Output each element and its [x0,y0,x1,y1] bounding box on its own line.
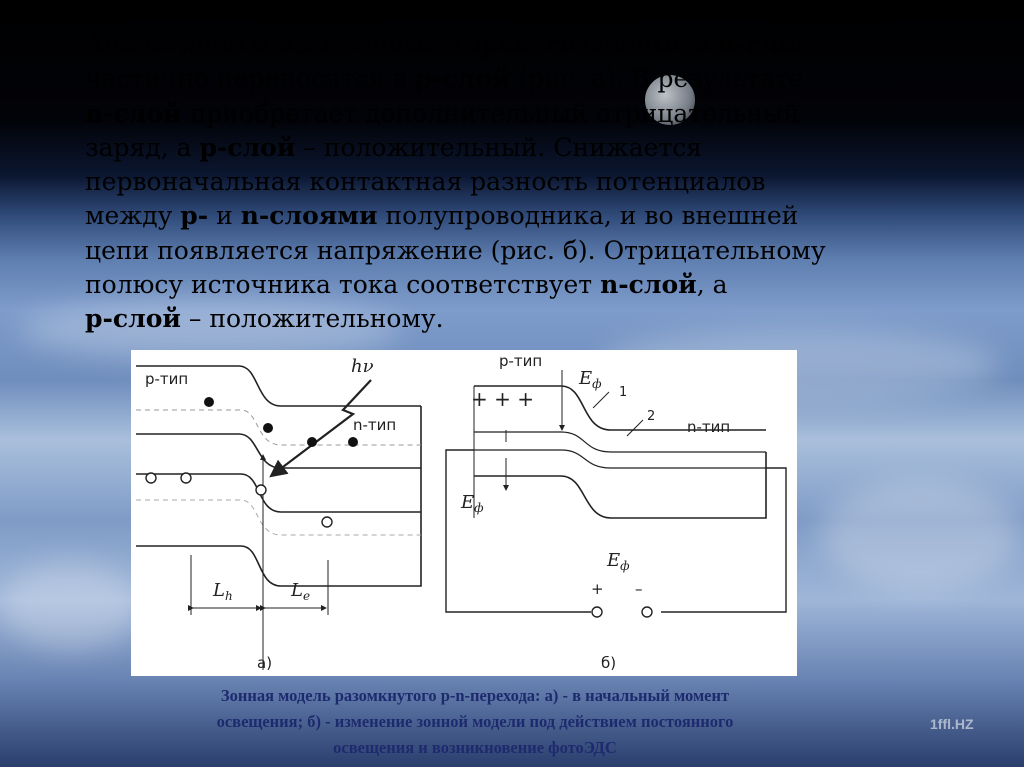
le-label: $L_e$ [291,580,311,603]
text-run: заряд, а [85,132,200,162]
e-phi-lower: $E_ф$ [461,492,484,515]
hole-circle [181,473,191,483]
paragraph-line [85,199,965,233]
p-type-label-b: р-тип [499,352,543,370]
photon-label: hν [351,356,374,377]
n-type-label-a: n-тип [353,416,397,434]
bold-term: р-слой [85,304,181,334]
paragraph-line [85,165,965,199]
band-diagram-svg [131,350,797,676]
watermark-logo: 1ffl.HZ [930,716,974,732]
text-run: – положительному. [180,304,444,334]
figure-caption [80,683,870,761]
terminal-plus [592,607,602,617]
cloud-decoration [0,560,140,650]
e-phi-source: $E_ф$ [607,550,630,573]
n-type-label-b: n-тип [687,418,731,436]
valence-band-upper-edge [136,474,421,512]
text-run: – положительный. Снижается [295,132,703,162]
text-run: приобретает дополнительный отрицательный [181,98,800,128]
main-paragraph [85,28,965,337]
electron-dot [204,397,214,407]
electron-dot [263,423,273,433]
p-type-label-a: р-тип [145,370,189,388]
paragraph-line [85,62,965,96]
hole-circle [256,485,266,495]
curve-1-label: 1 [619,385,628,400]
text-run: Аналогично и избыточные дырки, созданные в [85,30,718,59]
bold-term: n-слое [717,30,812,59]
bold-term: р- [180,201,209,231]
text-run: полупроводника, и во внешней [377,201,799,231]
text-run: частично переносятся в [85,64,415,94]
minus-terminal-label: – [635,580,643,598]
conduction-band-lower-edge [136,434,421,468]
charges-label: + + + [471,387,534,411]
figure-b-label: б) [601,654,617,672]
text-run: , а [696,270,728,300]
electrons [204,397,358,447]
terminal-minus [642,607,652,617]
text-run: полюсу источника тока соответствует [85,270,601,300]
cloud-decoration [820,480,1020,590]
paragraph-line [85,28,965,62]
caption-line: Зонная модель разомкнутого p-n-перехода: а) - в начальный момент [220,686,730,705]
paragraph-line [85,302,965,336]
bold-term: р-слой [199,132,296,162]
text-run: первоначальная контактная разность потенциалов [85,167,766,197]
curve-2-label: 2 [647,409,656,424]
band-diagram-figure [131,350,797,676]
band-b-lower [474,452,766,518]
paragraph-line [85,131,965,165]
bold-term: n-слоями [240,201,378,231]
caption-line: освещения; б) - изменение зонной модели под действием постоянного [216,712,734,731]
lh-label: $L_h$ [213,580,233,603]
hole-circle [322,517,332,527]
text-run: , [811,30,820,59]
e-phi-upper: $E_ф$ [579,368,602,391]
text-run: между [85,201,181,231]
bold-term: р-слой [414,64,511,94]
electron-dot [348,437,358,447]
hole-circle [146,473,156,483]
text-run: цепи появляется напряжение (рис. б). Отрицательному [85,235,826,265]
text-run: и [208,201,241,231]
external-circuit [446,450,786,612]
figure-a-label: а) [257,654,273,672]
bold-term: n-слой [600,270,697,300]
electron-dot [307,437,317,447]
paragraph-line [85,234,965,268]
bold-term: n-слой [85,98,182,128]
caption-line: освещения и возникновение фотоЭДС [333,738,617,757]
text-run: (рис. а). В результате [510,64,804,94]
paragraph-line [85,268,965,302]
plus-terminal-label: + [591,580,604,598]
paragraph-line [85,97,965,131]
